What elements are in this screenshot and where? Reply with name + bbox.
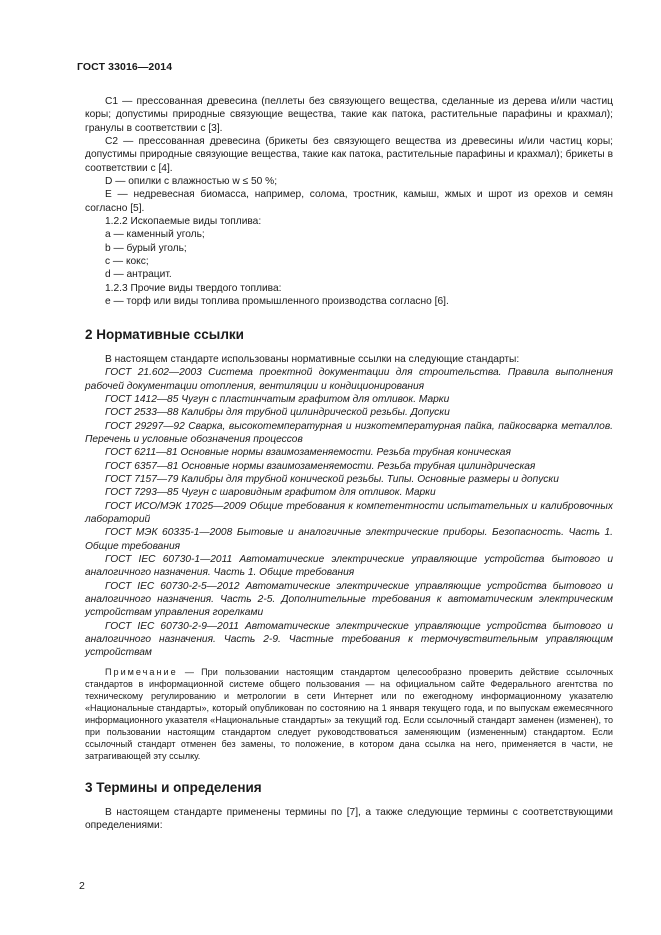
section-3-heading: 3 Термины и определения bbox=[85, 779, 262, 795]
section-2-heading: 2 Нормативные ссылки bbox=[85, 326, 244, 342]
reference-item: ГОСТ IEC 60730-2-5—2012 Автоматические электрические управляющие устройства бытового и аналогичного назначения. Часть 2-5. Дополнительные требования к автоматическим электрическим устройствам управления горелками bbox=[85, 580, 613, 619]
reference-item: ГОСТ 1412—85 Чугун с пластинчатым графитом для отливок. Марки bbox=[105, 393, 450, 405]
reference-item: ГОСТ 6357—81 Основные нормы взаимозаменяемости. Резьба трубная цилиндрическая bbox=[105, 460, 536, 472]
reference-item: ГОСТ IEC 60730-2-9—2011 Автоматические электрические управляющие устройства бытового и аналогичного назначения. Часть 2-9. Частные требования к термочувствительным управляющим устройствам bbox=[85, 620, 613, 659]
fuel-d: D — опилки с влажностью w ≤ 50 %; bbox=[105, 176, 278, 188]
reference-item: ГОСТ 6211—81 Основные нормы взаимозаменяемости. Резьба трубная коническая bbox=[105, 447, 511, 459]
fossil-item-d: d — антрацит. bbox=[105, 269, 172, 281]
section-3-intro: В настоящем стандарте применены термины по [7], а также следующие термины с соответствующими определениями: bbox=[85, 807, 613, 832]
section-2-note bbox=[85, 666, 613, 762]
reference-item: ГОСТ ИСО/МЭК 17025—2009 Общие требования к компетентности испытательных и калибровочных лабораторий bbox=[85, 500, 613, 525]
fuel-c1: С1 — прессованная древесина (пеллеты без связующего вещества, сделанные из дерева и/или частиц коры; допустимы природные связующие вещества, такие как патока, растительные парафины и крахмал); гранулы в соответствии с [3]. bbox=[85, 96, 613, 134]
other-fuel-title: 1.2.3 Прочие виды твердого топлива: bbox=[105, 282, 282, 294]
reference-item: ГОСТ 2533—88 Калибры для трубной цилиндрической резьбы. Допуски bbox=[105, 407, 450, 419]
fossil-item-a: a — каменный уголь; bbox=[105, 229, 205, 241]
note-text: — При пользовании настоящим стандартом целесообразно проверить действие ссылочных стандартов в информационной системе общего пользования — на официальном сайте Федерального агентства по техническому регулированию и метрологии в сети Интернет или по ежегодному информационному указателю «Национальные стандарты», который опубликован по состоянию на 1 января текущего года, и по выпускам ежемесячного информационного указателя «Национальные стандарты» за текущий год. Если ссылочный стандарт заменен (изменен), то при пользовании настоящим стандартом следует руководствоваться заменяющим (измененным) стандартом. Если ссылочный стандарт отменен без замены, то положение, в котором дана ссылка на него, применяется в части, не затрагивающей эту ссылку. bbox=[85, 666, 613, 761]
fossil-item-c: c — кокс; bbox=[105, 256, 149, 268]
fossil-item-b: b — бурый уголь; bbox=[105, 242, 187, 254]
reference-item: ГОСТ МЭК 60335-1—2008 Бытовые и аналогичные электрические приборы. Безопасность. Часть 1. Общие требования bbox=[85, 527, 613, 552]
fossil-title: 1.2.2 Ископаемые виды топлива: bbox=[105, 216, 262, 228]
section-2-intro: В настоящем стандарте использованы нормативные ссылки на следующие стандарты: bbox=[105, 353, 520, 365]
other-fuel-item-e: e — торф или виды топлива промышленного производства согласно [6]. bbox=[105, 296, 449, 308]
document-header: ГОСТ 33016—2014 bbox=[77, 61, 173, 73]
page-content bbox=[85, 95, 613, 833]
note-label: Примечание bbox=[105, 666, 178, 677]
fuel-c2: С2 — прессованная древесина (брикеты без связующего вещества из древесины и/или частиц коры; допустимы природные связующие вещества, такие как патока, растительные парафины и крахмал); брикеты в соответствии с [4]. bbox=[85, 136, 613, 174]
reference-item: ГОСТ 21.602—2003 Система проектной документации для строительства. Правила выполнения рабочей документации отопления, вентиляции и кондиционирования bbox=[85, 367, 613, 392]
fuel-e: E — недревесная биомасса, например, солома, тростник, камыш, жмых и шрот из орехов и семян согласно [5]. bbox=[85, 189, 613, 214]
page-number: 2 bbox=[79, 880, 85, 892]
reference-item: ГОСТ 7293—85 Чугун с шаровидным графитом для отливок. Марки bbox=[105, 487, 436, 499]
reference-item: ГОСТ IEC 60730-1—2011 Автоматические электрические управляющие устройства бытового и аналогичного назначения. Часть 1. Общие требования bbox=[85, 554, 613, 579]
reference-item: ГОСТ 29297—92 Сварка, высокотемпературная и низкотемпературная пайка, пайкосварка металлов. Перечень и условные обозначения процессов bbox=[85, 420, 613, 445]
reference-item: ГОСТ 7157—79 Калибры для трубной конической резьбы. Типы. Основные размеры и допуски bbox=[105, 473, 559, 485]
